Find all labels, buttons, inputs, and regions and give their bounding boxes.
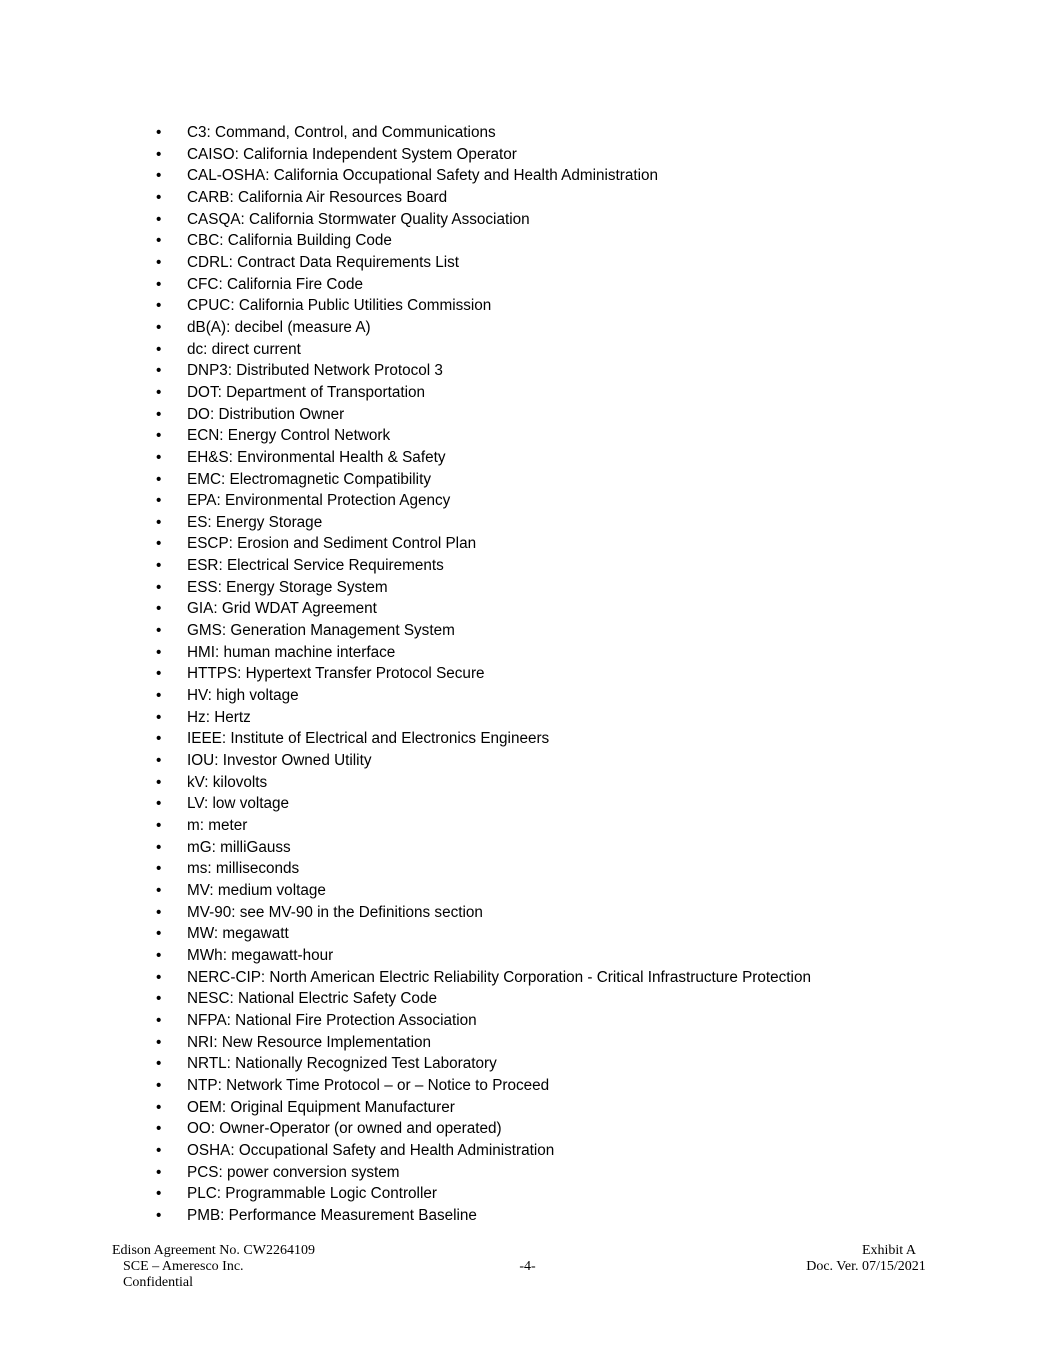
acronym-text: mG: milliGauss [187, 838, 291, 856]
acronym-text: NERC-CIP: North American Electric Reliability Corporation - Critical Infrastructure Protection [187, 968, 811, 986]
doc-version: Doc. Ver. 07/15/2021 [806, 1259, 926, 1275]
acronym-text: IEEE: Institute of Electrical and Electronics Engineers [187, 730, 550, 748]
bullet-icon: • [156, 1120, 162, 1138]
bullet-icon: • [156, 643, 162, 661]
list-item [156, 122, 811, 144]
acronym-text: HV: high voltage [187, 687, 299, 705]
bullet-icon: • [156, 946, 162, 964]
acronym-text: NRTL: Nationally Recognized Test Laboratory [187, 1055, 497, 1073]
bullet-icon: • [156, 275, 162, 293]
list-item [156, 447, 811, 469]
bullet-icon: • [156, 1076, 162, 1094]
acronym-text: NESC: National Electric Safety Code [187, 990, 437, 1008]
acronym-text: GIA: Grid WDAT Agreement [187, 600, 377, 618]
list-item [156, 512, 811, 534]
bullet-icon: • [156, 773, 162, 791]
list-item [156, 988, 811, 1010]
list-item [156, 533, 811, 555]
list-item [156, 425, 811, 447]
bullet-icon: • [156, 1011, 162, 1029]
acronym-text: NTP: Network Time Protocol – or – Notice to Proceed [187, 1076, 550, 1094]
acronym-text: LV: low voltage [187, 795, 290, 813]
list-item [156, 902, 811, 924]
acronym-text: IOU: Investor Owned Utility [187, 752, 372, 770]
acronym-text: GMS: Generation Management System [187, 622, 455, 640]
acronym-text: NFPA: National Fire Protection Association [187, 1011, 477, 1029]
acronym-text: MV-90: see MV-90 in the Definitions section [187, 903, 483, 921]
acronym-text: ECN: Energy Control Network [187, 427, 391, 445]
bullet-icon: • [156, 817, 162, 834]
acronym-text: OO: Owner-Operator (or owned and operated) [187, 1120, 502, 1138]
acronym-text: CFC: California Fire Code [187, 275, 363, 293]
bullet-icon: • [156, 535, 162, 553]
list-item [156, 707, 811, 729]
list-item [156, 490, 811, 512]
acronym-text: EMC: Electromagnetic Compatibility [187, 470, 431, 488]
bullet-icon: • [156, 903, 162, 921]
bullet-icon: • [156, 470, 162, 488]
acronym-text: CAL-OSHA: California Occupational Safety and Health Administration [187, 167, 659, 185]
list-item [156, 1075, 811, 1097]
acronym-text: HTTPS: Hypertext Transfer Protocol Secure [187, 665, 485, 683]
list-item [156, 165, 811, 187]
list-item [156, 815, 811, 837]
list-item [156, 382, 811, 404]
list-item [156, 1032, 811, 1054]
acronym-text: ESCP: Erosion and Sediment Control Plan [187, 535, 477, 553]
list-item [156, 685, 811, 707]
bullet-icon: • [156, 881, 162, 899]
acronym-text: OEM: Original Equipment Manufacturer [187, 1098, 455, 1116]
list-item [156, 577, 811, 599]
list-item [156, 1140, 811, 1162]
bullet-icon: • [156, 1163, 162, 1181]
list-item [156, 923, 811, 945]
list-item [156, 642, 811, 664]
acronym-text: m: meter [187, 817, 248, 834]
footer-right [800, 1243, 932, 1275]
list-item [156, 728, 811, 750]
acronym-text: CBC: California Building Code [187, 232, 392, 250]
acronym-text: PCS: power conversion system [187, 1163, 400, 1181]
list-item [156, 1053, 811, 1075]
list-item [156, 404, 811, 426]
agreement-number: Edison Agreement No. CW2264109 [112, 1243, 315, 1258]
bullet-icon: • [156, 795, 162, 813]
acronym-text: EPA: Environmental Protection Agency [187, 492, 451, 510]
list-item [156, 772, 811, 794]
acronym-text: EH&S: Environmental Health & Safety [187, 448, 446, 466]
acronym-text: ES: Energy Storage [187, 513, 323, 531]
list-item [156, 230, 811, 252]
list-item [156, 469, 811, 491]
bullet-icon: • [156, 405, 162, 423]
acronym-text: C3: Command, Control, and Communications [187, 124, 496, 141]
bullet-icon: • [156, 860, 162, 878]
acronym-text: dB(A): decibel (measure A) [187, 318, 371, 336]
bullet-icon: • [156, 687, 162, 705]
bullet-icon: • [156, 665, 162, 683]
bullet-icon: • [156, 1098, 162, 1116]
list-item [156, 620, 811, 642]
list-item [156, 209, 811, 231]
bullet-icon: • [156, 492, 162, 510]
list-item [156, 317, 811, 339]
bullet-icon: • [156, 578, 162, 596]
bullet-icon: • [156, 752, 162, 770]
list-item [156, 295, 811, 317]
bullet-icon: • [156, 362, 162, 380]
list-item [156, 858, 811, 880]
list-item [156, 967, 811, 989]
bullet-icon: • [156, 838, 162, 856]
bullet-icon: • [156, 990, 162, 1008]
exhibit-label: Exhibit A [861, 1243, 917, 1258]
list-item [156, 339, 811, 361]
list-item [156, 1010, 811, 1032]
bullet-icon: • [156, 448, 162, 466]
acronym-text: ESS: Energy Storage System [187, 578, 388, 596]
acronym-text: DO: Distribution Owner [187, 405, 345, 423]
acronym-text: CPUC: California Public Utilities Commission [187, 297, 492, 315]
list-item [156, 880, 811, 902]
bullet-icon: • [156, 297, 162, 315]
acronym-text: HMI: human machine interface [187, 643, 396, 661]
acronym-text: MWh: megawatt-hour [187, 946, 334, 964]
confidential-label: Confidential [123, 1275, 193, 1291]
list-item [156, 360, 811, 382]
bullet-icon: • [156, 427, 162, 445]
acronym-text: ms: milliseconds [187, 860, 300, 878]
bullet-icon: • [156, 1206, 162, 1224]
acronym-text: PMB: Performance Measurement Baseline [187, 1206, 477, 1224]
acronym-text: NRI: New Resource Implementation [187, 1033, 431, 1051]
bullet-icon: • [156, 557, 162, 575]
acronym-text: ESR: Electrical Service Requirements [187, 557, 444, 575]
acronym-text: CAISO: California Independent System Operator [187, 145, 517, 163]
bullet-icon: • [156, 708, 162, 726]
list-item [156, 252, 811, 274]
acronym-text: Hz: Hertz [187, 708, 251, 726]
acronym-text: CASQA: California Stormwater Quality Association [187, 210, 530, 228]
acronym-text: dc: direct current [187, 340, 301, 358]
acronym-text: MW: megawatt [187, 925, 289, 943]
acronym-list [156, 122, 811, 1226]
acronym-text: PLC: Programmable Logic Controller [187, 1185, 437, 1203]
list-item [156, 1162, 811, 1184]
list-item [156, 1118, 811, 1140]
bullet-icon: • [156, 925, 162, 943]
list-item [156, 555, 811, 577]
list-item [156, 837, 811, 859]
acronym-text: MV: medium voltage [187, 881, 326, 899]
list-item [156, 598, 811, 620]
list-item [156, 1205, 811, 1227]
bullet-icon: • [156, 145, 162, 163]
list-item [156, 144, 811, 166]
list-item [156, 1097, 811, 1119]
bullet-icon: • [156, 253, 162, 271]
bullet-icon: • [156, 730, 162, 748]
list-item [156, 187, 811, 209]
bullet-icon: • [156, 188, 162, 206]
bullet-icon: • [156, 513, 162, 531]
acronym-text: kV: kilovolts [187, 773, 268, 791]
acronym-text: CDRL: Contract Data Requirements List [187, 253, 460, 271]
acronym-text: DNP3: Distributed Network Protocol 3 [187, 362, 443, 380]
bullet-icon: • [156, 167, 162, 185]
list-item [156, 750, 811, 772]
page-number: -4- [519, 1259, 536, 1274]
bullet-icon: • [156, 232, 162, 250]
acronym-text: OSHA: Occupational Safety and Health Administration [187, 1141, 555, 1159]
bullet-icon: • [156, 124, 162, 141]
list-item [156, 274, 811, 296]
bullet-icon: • [156, 383, 162, 401]
bullet-icon: • [156, 1141, 162, 1159]
bullet-icon: • [156, 340, 162, 358]
list-item [156, 1183, 811, 1205]
bullet-icon: • [156, 210, 162, 228]
parties-line: SCE – Ameresco Inc. [123, 1259, 244, 1275]
bullet-icon: • [156, 1185, 162, 1203]
bullet-icon: • [156, 1033, 162, 1051]
acronym-text: DOT: Department of Transportation [187, 383, 426, 401]
list-item [156, 793, 811, 815]
list-item [156, 945, 811, 967]
acronym-text: CARB: California Air Resources Board [187, 188, 448, 206]
list-item [156, 663, 811, 685]
bullet-icon: • [156, 600, 162, 618]
bullet-icon: • [156, 968, 162, 986]
bullet-icon: • [156, 318, 162, 336]
bullet-icon: • [156, 622, 162, 640]
bullet-icon: • [156, 1055, 162, 1073]
